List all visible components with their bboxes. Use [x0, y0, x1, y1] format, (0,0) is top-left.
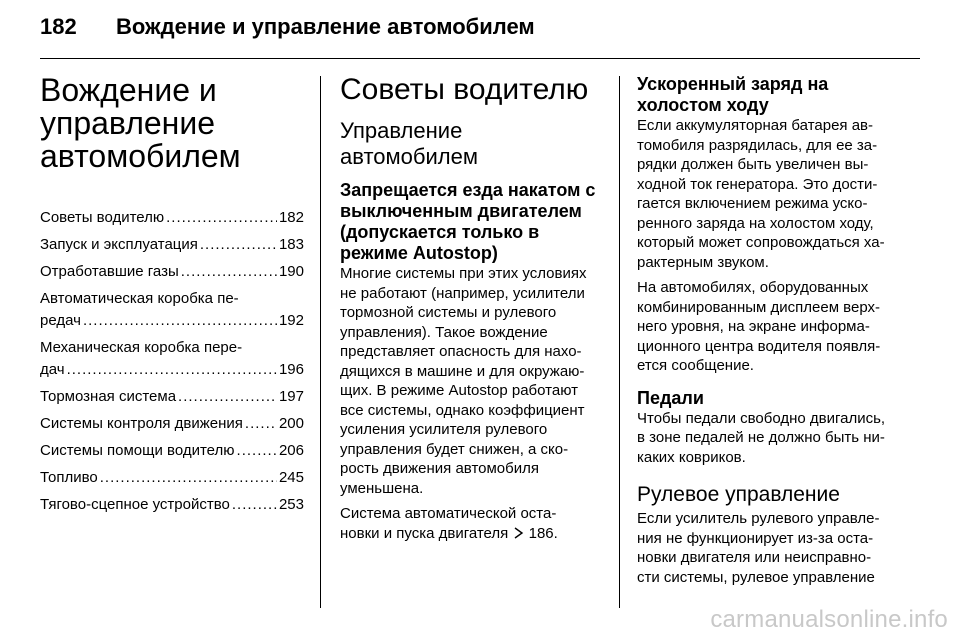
toc-entry[interactable]: Механическая коробка пере- дач ..... 196: [40, 337, 304, 381]
column-divider-1: [320, 76, 321, 608]
subheading-pedals: Педали: [637, 387, 704, 408]
toc-entry[interactable]: Автоматическая коробка пе- редач ..... 192: [40, 288, 304, 332]
subheading-no-coasting: Запрещается езда накатом с выключенным двигателем (допускается только в режиме Autostop): [340, 180, 596, 263]
toc-entry[interactable]: Системы помощи водителю ..... 206: [40, 440, 304, 462]
paragraph: Если аккумуляторная батарея ав- томобиля разрядилась, для ее за- рядки должен быть увеличен вы- ходной ток генератора. Это дости- гается включением режима уско- ренного заряда на холостом ходу, который может сопровождаться ха- рактерным звуком.: [637, 117, 885, 271]
toc-entry[interactable]: Запуск и эксплуатация ..... 183: [40, 234, 304, 256]
toc-entry[interactable]: Тягово-сцепное устройство ..... 253: [40, 494, 304, 516]
subsection-title: Управление автомобилем: [340, 118, 478, 169]
section-title: Советы водителю: [340, 73, 589, 106]
column-continued: [637, 74, 920, 593]
subheading-steering: Рулевое управление: [637, 483, 840, 506]
paragraph: Многие системы при этих условиях не работают (например, усилители тормозной системы и рулевого управления). Такое вождение представляет опасность для нахо- дящихся в машине и для окружаю- щих. В режиме Autostop работают все системы, однако коэффициент усиления усилителя рулевого управления будет снижен, а ско- рость движения автомобиля уменьшена.: [340, 265, 587, 497]
subheading-idle-boost: Ускоренный заряд на холостом ходу: [637, 74, 829, 115]
paragraph: Чтобы педали свободно двигались, в зоне педалей не должно быть ни- каких ковриков.: [637, 409, 886, 466]
column-divider-2: [619, 76, 620, 608]
watermark: carmanualsonline.info: [710, 606, 948, 633]
toc-entry[interactable]: Советы водителю ..... 182: [40, 207, 304, 229]
page-reference-icon: [512, 527, 524, 539]
toc-entry[interactable]: Отработавшие газы ..... 190: [40, 261, 304, 283]
toc-entry[interactable]: Топливо ..... 245: [40, 467, 304, 489]
toc-entry[interactable]: Системы контроля движения ..... 200: [40, 413, 304, 435]
chapter-title: Вождение и управление автомобилем: [40, 72, 241, 174]
column-toc: [40, 74, 304, 521]
running-title: Вождение и управление автомобилем: [116, 14, 535, 39]
page-number: 182: [40, 14, 77, 39]
paragraph: Если усилитель рулевого управле- ния не функционирует из-за оста- новки двигателя или неисправно- сти системы, рулевое управление: [637, 510, 880, 586]
paragraph: Система автоматической оста- новки и пуска двигателя 186.: [340, 505, 558, 542]
paragraph: На автомобилях, оборудованных комбинированным дисплеем верх- него уровня, на экране информа- ционного центра водителя появля- ется сообщение.: [637, 279, 881, 374]
page-header: [40, 14, 920, 48]
toc-entry[interactable]: Тормозная система ..... 197: [40, 386, 304, 408]
column-driving-tips: [340, 74, 606, 549]
table-of-contents: [40, 207, 304, 516]
header-rule: [40, 58, 920, 59]
reference-link[interactable]: 186.: [528, 524, 558, 542]
